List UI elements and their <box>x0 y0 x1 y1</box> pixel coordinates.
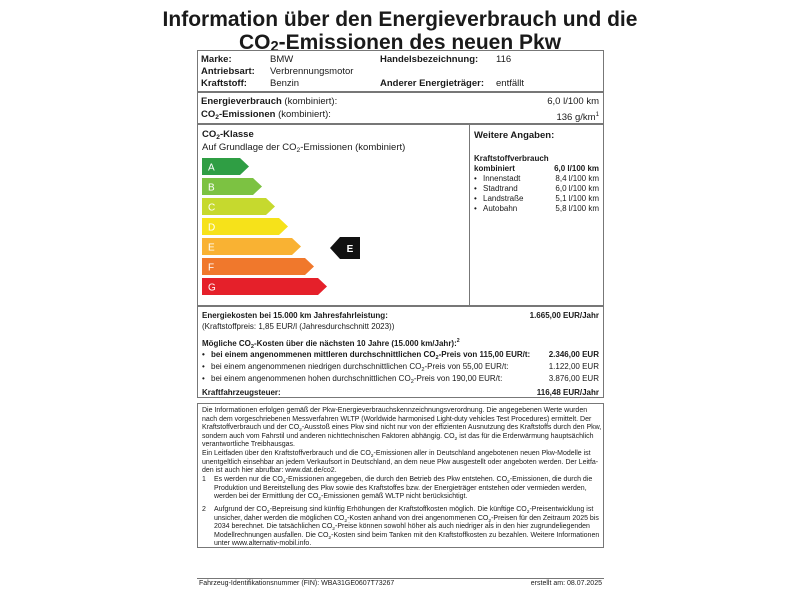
weitere-angaben-heading: Weitere Angaben: <box>474 130 555 141</box>
text-line: nach dem vorgeschriebenen Messverfahren WLTP (Worldwide harmonised Light-duty vehicles Test Procedures) ermittelt. Der <box>202 415 592 423</box>
page-title-line2: CO2-Emissionen des neuen Pkw <box>238 31 562 55</box>
page-title: Information über den Energieverbrauch und die <box>162 8 638 31</box>
class-bar-b <box>202 178 263 195</box>
energiekosten-value: 1.665,00 EUR/Jahr <box>529 311 599 320</box>
text-line: unentgeltlich einsehbar an jedem Verkaufsort in Deutschland, an dem neue Pkw ausgestellt oder angeboten werden. Der Leitfa- <box>202 458 599 466</box>
text-line: verantwortliche Treibhausgas. <box>202 441 295 449</box>
consumption-box <box>197 92 604 124</box>
fin-text: Fahrzeug-Identifikationsnummer (FIN): WBA31GE0607T73267 <box>199 580 395 587</box>
verbrauch-item-value: 6,0 l/100 km <box>555 184 599 193</box>
co2-kosten-row-label: • bei einem angenommenen hohen durchschnittlichen $CO_2$-Preis von 190,00 EUR/t: <box>211 373 502 388</box>
class-bar-label: A <box>208 162 215 174</box>
indicated-class-label: E <box>346 244 354 255</box>
kraftstoffverbrauch-heading: Kraftstoffverbrauch <box>474 154 549 163</box>
co2-kosten-row-value: 3.876,00 EUR <box>548 374 599 383</box>
energieverbrauch-label: Energieverbrauch (kombiniert): <box>201 96 338 107</box>
verbrauch-item-value: 8,4 l/100 km <box>555 174 599 183</box>
verbrauch-item-value: 5,8 l/100 km <box>555 204 599 213</box>
verbrauch-item-label: • Autobahn <box>483 203 517 214</box>
anderer-energietraeger-label: Anderer Energieträger: <box>380 78 485 89</box>
co2-emissionen-label: $CO_2$-Emissionen (kombiniert): <box>201 109 331 121</box>
class-bar-label: D <box>208 222 216 234</box>
footer-divider <box>197 578 604 579</box>
co2-kosten-row-value: 2.346,00 EUR <box>548 350 599 359</box>
handelsbezeichnung-value: 116 <box>496 54 512 65</box>
text-line: unter www.alternativ-mobil.info. <box>214 540 312 548</box>
class-indicator-arrow <box>330 237 360 259</box>
footnote-1-number: 1 <box>202 476 206 483</box>
kombiniert-label: kombiniert <box>474 164 515 173</box>
vehicle-info-box <box>197 50 604 92</box>
kraftstoff-label: Kraftstoff: <box>201 78 247 89</box>
verbrauch-item-label: • Stadtrand <box>483 183 518 194</box>
class-bar-c <box>202 198 276 215</box>
costs-box <box>197 306 604 398</box>
marke-label: Marke: <box>201 54 232 65</box>
antriebsart-value: Verbrennungsmotor <box>270 66 354 77</box>
marke-value: BMW <box>270 54 294 65</box>
co2-kosten-heading: Mögliche $CO_2$-Kosten über die nächsten 10 Jahre (15.000 km/Jahr):$^2$ <box>202 338 460 350</box>
class-bar-label: G <box>208 282 216 294</box>
class-bar-f <box>202 258 315 275</box>
verbrauch-item-label: • Innenstadt <box>483 173 520 184</box>
energieverbrauch-value: 6,0 l/100 km <box>547 96 599 107</box>
text-line: Aufgrund der $CO_2$-Bepreisung sind künftig Erhöhungen der Kraftstoffkosten möglich. Die künftige $CO_2$-Preisentwicklung ist <box>214 506 594 515</box>
kraftstoff-value: Benzin <box>270 78 300 89</box>
co2-klasse-heading: $CO_2$-Klasse <box>202 129 254 141</box>
text-line: Produktion und Bereitstellung des Pkw sowie des Kraftstoffes bzw. der Energieträger entstehen oder vermieden werden, <box>214 484 587 492</box>
antriebsart-label: Antriebsart: <box>201 66 255 77</box>
class-bar-d <box>202 218 289 235</box>
verbrauch-item-value: 5,1 l/100 km <box>555 194 599 203</box>
text-line: Es werden nur die $CO_2$-Emissionen angegeben, die durch den Betrieb des Pkw entstehen. $CO_2$-Emissionen, die durch die <box>214 476 593 485</box>
footnote-2-number: 2 <box>202 506 206 513</box>
co2-kosten-row-label: • bei einem angenommenen niedrigen durchschnittlichen $CO_2$-Preis von 55,00 EUR/t: <box>211 361 509 376</box>
column-divider <box>469 125 470 305</box>
text-line: sondern auch vom Fahrstil und anderen nichttechnischen Faktoren abhängig. $CO_2$ ist das für die Erderwärmung hauptsächlich <box>202 432 594 442</box>
creation-date: erstellt am: 08.07.2025 <box>530 580 602 587</box>
text-line: Kraftstoffverbrauch und der $CO_2$-Ausstoß eines Pkw sind nicht nur von der effizienten Ausnutzung des Kraftstoffs durch den Pkw, <box>202 424 602 434</box>
kraftfahrzeugsteuer-label: Kraftfahrzeugsteuer: <box>202 388 281 397</box>
class-bar-label: E <box>208 242 215 254</box>
text-line: werden bei der Ermittlung der $CO_2$-Emissionen gemäß WLTP nicht berücksichtigt. <box>214 493 468 503</box>
class-bar-label: F <box>208 262 215 274</box>
co2-kosten-row-label: • bei einem angenommenen mittleren durchschnittlichen $CO_2$-Preis von 115,00 EUR/t: <box>211 349 530 364</box>
class-bar-label: C <box>208 202 216 214</box>
class-bar-g <box>202 278 328 295</box>
kraftfahrzeugsteuer-value: 116,48 EUR/Jahr <box>536 388 599 397</box>
co2-klasse-subtitle: Auf Grundlage der $CO_2$-Emissionen (kombiniert) <box>202 142 406 154</box>
text-line: Die Informationen erfolgen gemäß der Pkw-Energieverbrauchskennzeichnungsverordnung. Die angegebenen Werte wurden <box>202 407 588 414</box>
energiekosten-label: Energiekosten bei 15.000 km Jahresfahrleistung: <box>202 311 388 320</box>
co2-emissionen-value: 136 $g/km^1$ <box>556 111 599 123</box>
handelsbezeichnung-label: Handelsbezeichnung: <box>380 54 479 65</box>
text-line: Ein Leitfaden über den Kraftstoffverbrauch und die $CO_2$-Emissionen aller in Deutschland angebotenen neuen Pkw-Modelle ist <box>202 450 591 459</box>
co2-kosten-row-value: 1.122,00 EUR <box>548 362 599 371</box>
verbrauch-item-label: • Landstraße <box>483 193 523 204</box>
class-bar-a <box>202 158 250 175</box>
kraftstoffpreis-note: (Kraftstoffpreis: 1,85 EUR/l (Jahresdurchschnitt 2023)) <box>202 322 395 331</box>
class-bar-e <box>202 238 302 255</box>
text-line: Modellrechnungen ausfallen. Die $CO_2$-Kosten sind beim Tanken mit den Kraftstoffkosten zu bezahlen. Weitere Informationen <box>214 531 600 541</box>
text-line: den ist auch hier abrufbar: www.dat.de/co2. <box>202 467 337 475</box>
class-bar-label: B <box>208 182 215 194</box>
text-line: 2034 berechnet. Die tatsächlichen $CO_2$-Preise können sowohl höher als auch niedriger als in den hier zugrundeliegenden <box>214 523 590 533</box>
anderer-energietraeger-value: entfällt <box>496 78 524 89</box>
information-text-box <box>197 403 604 548</box>
kombiniert-value: 6,0 l/100 km <box>554 164 599 173</box>
text-line: unsicher, daher werden die möglichen $CO_2$-Kosten anhand von drei angenommenen $CO_2$-Preisen für den Zeitraum 2025 bis <box>214 514 599 524</box>
